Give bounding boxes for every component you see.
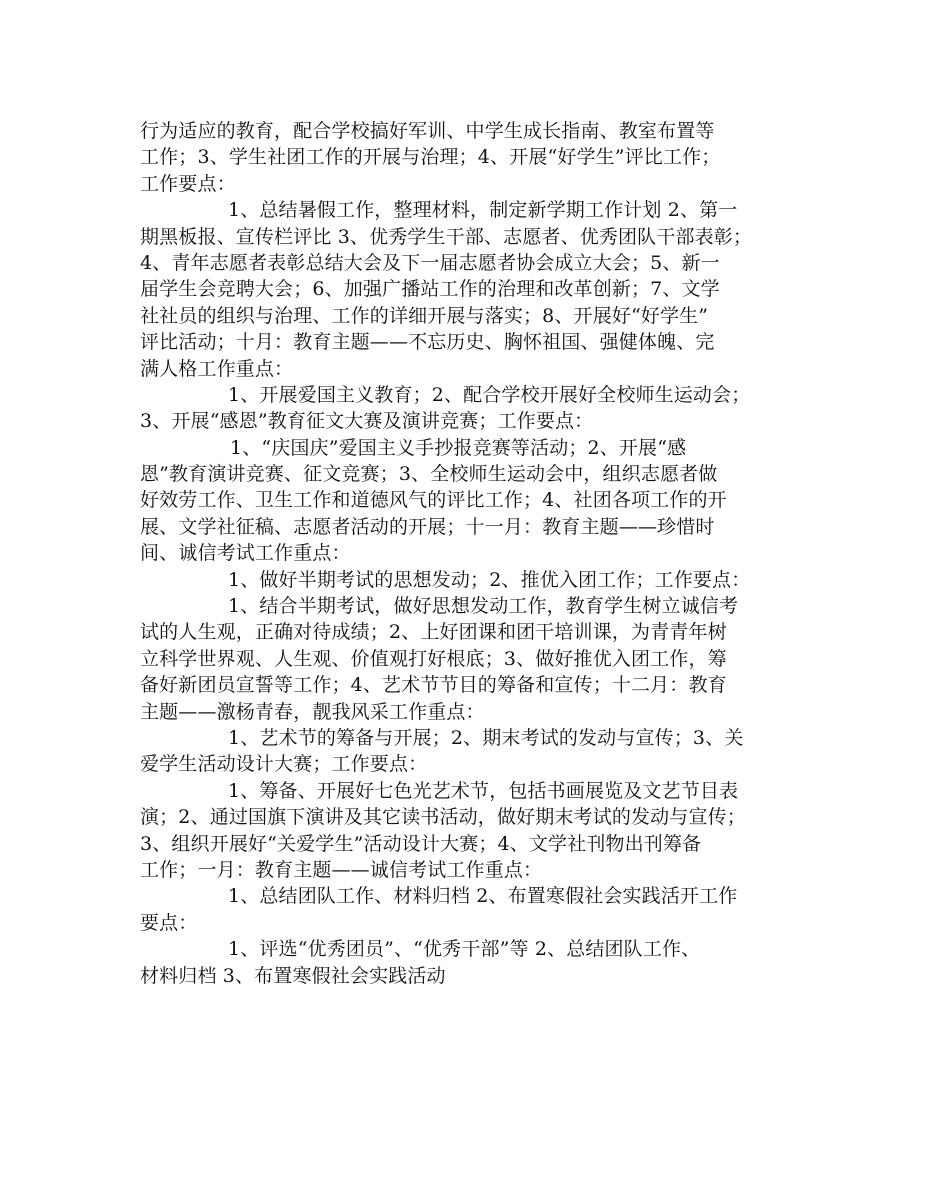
text-line: 主题——激杨青春，靓我风采工作重点： [140, 700, 485, 723]
text-line: 材料归档 3、布置寒假社会实践活动 [140, 964, 446, 987]
text-line: 届学生会竞聘大会；6、加强广播站工作的治理和改革创新；7、文学 [140, 278, 720, 301]
text-line: 工作；3、学生社团工作的开展与治理；4、开展“好学生”评比工作； [140, 146, 721, 169]
text-line: 备好新团员宣誓等工作；4、艺术节节目的筹备和宣传；十二月：教育 [140, 674, 727, 697]
text-line: 间、诚信考试工作重点： [140, 542, 351, 565]
text-line: 好效劳工作、卫生工作和道德风气的评比工作；4、社团各项工作的开 [140, 489, 727, 512]
text-line: 1、开展爱国主义教育；2、配合学校开展好全校师生运动会； [228, 383, 751, 406]
text-line: 评比活动；十月：教育主题——不忘历史、胸怀祖国、强健体魄、完 [140, 331, 715, 354]
text-line: 3、组织开展好“关爱学生”活动设计大赛；4、文学社刊物出刊筹备 [140, 832, 702, 855]
text-line: 1、评选“优秀团员”、“优秀干部”等 2、总结团队工作、 [228, 938, 701, 961]
text-line: 1、结合半期考试，做好思想发动工作，教育学生树立诚信考 [228, 595, 739, 618]
text-line: 期黑板报、宣传栏评比 3、优秀学生干部、志愿者、优秀团队干部表彰； [140, 225, 753, 248]
text-line: 4、青年志愿者表彰总结大会及下一届志愿者协会成立大会；5、新一 [140, 251, 720, 274]
text-line: 立科学世界观、人生观、价值观打好根底；3、做好推优入团工作，筹 [140, 647, 727, 670]
text-line: 1、“庆国庆”爱国主义手抄报竞赛等活动；2、开展“感 [230, 436, 687, 459]
text-line: 展、文学社征稿、志愿者活动的开展；十一月：教育主题——珍惜时 [140, 515, 715, 538]
text-line: 1、艺术节的筹备与开展；2、期末考试的发动与宣传；3、关 [228, 726, 744, 749]
text-line: 3、开展“感恩”教育征文大赛及演讲竞赛；工作要点： [140, 410, 594, 433]
text-line: 满人格工作重点： [140, 357, 294, 380]
text-line: 1、做好半期考试的思想发动；2、推优入团工作；工作要点： [228, 568, 751, 591]
text-line: 1、筹备、开展好七色光艺术节，包括书画展览及文艺节目表 [228, 779, 739, 802]
text-line: 演；2、通过国旗下演讲及其它读书活动，做好期末考试的发动与宣传； [140, 806, 746, 829]
text-line: 试的人生观，正确对待成绩；2、上好团课和团干培训课，为青青年树 [140, 621, 727, 644]
text-line: 要点： [140, 911, 198, 934]
text-line: 工作要点： [140, 172, 236, 195]
document-body [140, 118, 820, 989]
text-line: 1、总结暑假工作，整理材料，制定新学期工作计划 2、第一 [228, 199, 738, 222]
text-line: 爱学生活动设计大赛；工作要点： [140, 753, 428, 776]
text-line: 工作；一月：教育主题——诚信考试工作重点： [140, 858, 543, 881]
text-line: 社社员的组织与治理、工作的详细开展与落实；8、开展好“好学生” [140, 304, 709, 327]
text-line: 恩”教育演讲竞赛、征文竞赛；3、全校师生运动会中，组织志愿者做 [140, 463, 718, 486]
text-line: 行为适应的教育，配合学校搞好军训、中学生成长指南、教室布置等 [140, 120, 715, 142]
text-line: 1、总结团队工作、材料归档 2、布置寒假社会实践活开工作 [228, 885, 738, 908]
